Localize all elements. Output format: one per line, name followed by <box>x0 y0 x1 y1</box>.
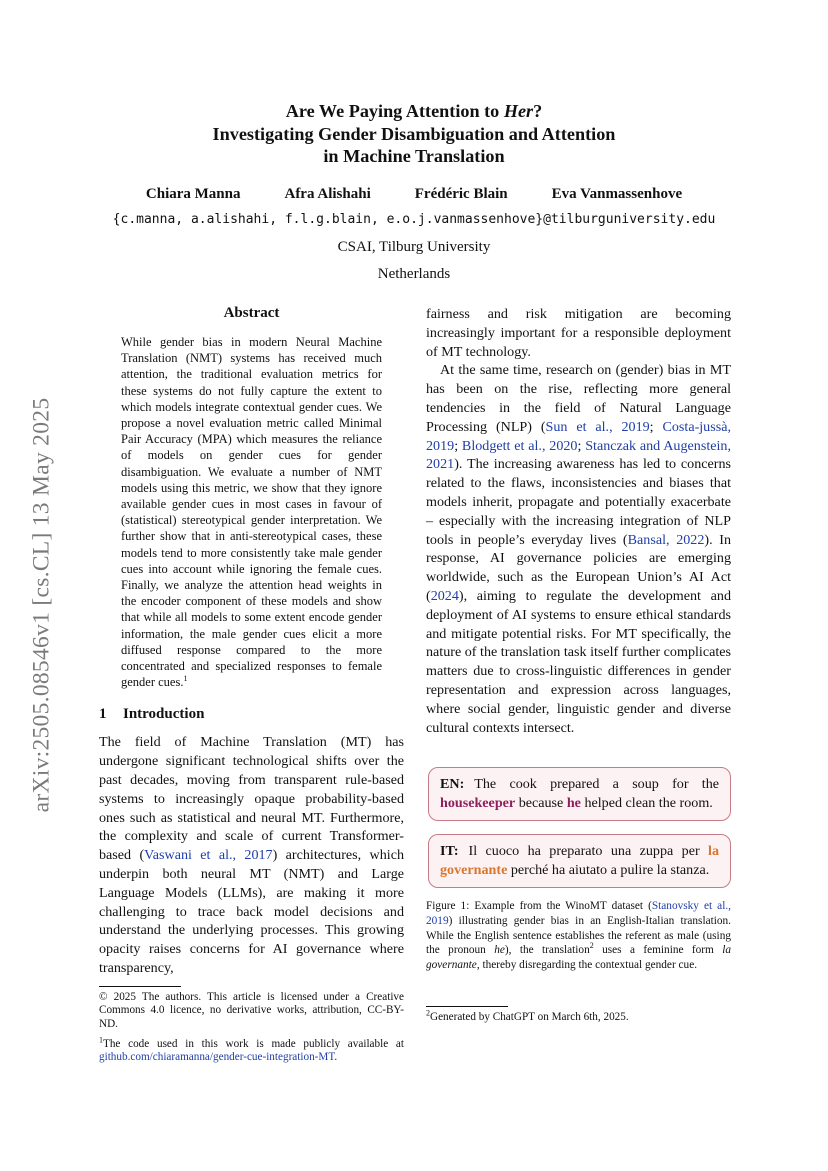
author-name: Eva Vanmassenhove <box>551 185 683 202</box>
footnote-divider <box>99 986 181 987</box>
title-emphasis: Her <box>503 101 534 121</box>
chatgpt-footnote <box>426 1008 731 1025</box>
title-line-1-end: ? <box>533 101 543 121</box>
intro-paragraph-1-continued: fairness and risk mitigation are becoming increasingly important for a responsible deployment of MT technology. <box>426 306 731 360</box>
paper-header <box>0 100 828 288</box>
footnote-marker: 1 <box>183 674 188 684</box>
author-list <box>0 186 828 203</box>
citation-link[interactable]: Costa-jussà, 2019 <box>426 418 731 454</box>
affiliation <box>0 234 828 288</box>
citation-link[interactable]: Sun et al., 2019 <box>545 418 650 435</box>
license-footnote: © 2025 The authors. This article is licensed under a Creative Commons 4.0 licence, no derivative works, attribution, CC-BY-ND. <box>99 990 404 1031</box>
text-run: ; <box>649 418 663 435</box>
author-name: Frédéric Blain <box>414 185 508 202</box>
intro-paragraph-1 <box>99 733 404 977</box>
citation-link[interactable]: Stanovsky et al., 2019 <box>426 900 731 927</box>
text-run: Generated by ChatGPT on March 6th, 2025. <box>430 1011 629 1024</box>
title-line-2: Investigating Gender Disambiguation and Attention <box>212 123 616 144</box>
citation-link[interactable]: Stanczak and Augenstein, 2021 <box>426 437 731 473</box>
text-run: The cook prepared a soup for the <box>474 776 719 793</box>
citation-link[interactable]: 2024 <box>430 587 459 604</box>
title-line-3: in Machine Translation <box>323 146 505 166</box>
text-run: ; <box>577 437 586 454</box>
section-heading-introduction <box>99 706 404 723</box>
text-run: ), aiming to regulate the development and deployment of AI systems to ensure ethical standards and mitigate potential risks. For MT specifically, the nature of the translation task itself further complicates matters due to cross-linguistic differences in gender representation and expression across languages, where social gender, linguistic gender and diverse cultural contexts intersect. <box>426 587 731 736</box>
text-run: ; <box>454 437 462 454</box>
footnote-marker: 1 <box>99 1034 103 1044</box>
citation-link[interactable]: Vaswani et al., 2017 <box>144 847 273 864</box>
text-run: Il cuoco ha preparato una zuppa per <box>468 843 709 860</box>
italic-term: la governante <box>426 944 732 971</box>
figure-caption <box>426 899 731 972</box>
author-emails: {c.manna, a.alishahi, f.l.g.blain, e.o.j.vanmassenhove}@tilburguniversity.edu <box>112 211 716 227</box>
left-column <box>99 305 404 1065</box>
text-run: The field of Machine Translation (MT) has undergone significant technological shifts over the past decades, moving from transparent rule-based systems to increasingly opaque probability-based ones such as statistical and neural MT. Furthermore, the complexity and scale of current Transformer-based ( <box>99 734 404 864</box>
section-number: 1 <box>99 706 107 723</box>
figure-example-it <box>428 834 731 888</box>
paper-title <box>0 100 828 168</box>
abstract-heading: Abstract <box>223 305 280 321</box>
language-tag-en: EN: <box>440 776 465 793</box>
footnote-divider <box>426 1006 508 1007</box>
italic-term: he <box>494 944 505 957</box>
text-run: ) illustrating gender bias in an English-Italian translation. While the English sentence establishes the referent as male (using the pronoun <box>426 914 731 957</box>
highlight-translation: la governante <box>440 843 719 879</box>
text-run: ). The increasing awareness has led to concerns related to the flaws, inconsistencies and biases that models inherit, propagate and potentially exacerbate – especially with the increasing integration of NLP tools in people’s everyday lives ( <box>426 456 731 548</box>
citation-link[interactable]: Blodgett et al., 2020 <box>461 437 578 454</box>
citation-link[interactable]: Bansal, 2022 <box>627 531 705 548</box>
text-run: helped clean the room. <box>580 795 713 812</box>
affiliation-country: Netherlands <box>377 265 451 282</box>
title-line-1-text: Are We Paying Attention to <box>285 101 504 121</box>
figure-example-en <box>428 767 731 821</box>
text-run: ), the translation <box>504 944 590 957</box>
language-tag-it: IT: <box>440 843 459 860</box>
footnote-marker: 2 <box>589 941 594 951</box>
text-run: Figure 1: Example from the WinoMT dataset ( <box>426 900 652 913</box>
abstract-text <box>121 334 382 690</box>
code-footnote <box>99 1034 404 1065</box>
text-run: , thereby disregarding the contextual gender cue. <box>476 958 698 971</box>
text-run: The code used in this work is made publicly available at <box>103 1037 404 1050</box>
text-run: perché ha aiutato a pulire la stanza. <box>507 862 710 879</box>
highlight-referent: housekeeper <box>440 795 516 812</box>
text-run: ) architectures, which underpin both neural MT (NMT) and Large Language Models (LLMs), are making it more challenging to trace back model decisions and understand the underlying processes. This growing opacity raises concerns for AI governance where transparency, <box>99 847 404 977</box>
author-name: Afra Alishahi <box>284 185 371 202</box>
text-run: At the same time, research on (gender) bias in MT has been on the rise, reflecting more general tendencies in the field of Natural Language Processing (NLP) ( <box>426 362 731 435</box>
text-run: ). In response, AI governance policies are emerging worldwide, such as the European Union’s AI Act ( <box>426 531 732 604</box>
right-column <box>426 305 731 1025</box>
github-link[interactable]: github.com/chiaramanna/gender-cue-integration-MT <box>99 1051 335 1064</box>
arxiv-stamp-text: arXiv:2505.08546v1 [cs.CL] 13 May 2025 <box>28 397 55 813</box>
text-run: uses a feminine form <box>593 944 723 957</box>
highlight-pronoun: he <box>566 795 581 812</box>
abstract-body: While gender bias in modern Neural Machine Translation (NMT) systems has received much attention, the traditional evaluation metrics for these systems do not fully capture the extent to which models integrate contextual gender cues. We propose a novel evaluation metric called Minimal Pair Accuracy (MPA) which measures the reliance of models on gender cues for gender disambiguation. We evaluate a number of NMT models using this metric, we show that they ignore available gender cues in most cases in favour of (statistical) stereotypical gender interpretation. We further show that in anti-stereotypical cases, these models tend to more consistently take male gender cues into account while ignoring the female cues. Finally, we analyze the attention head weights in the encoder component of these models and show that while all models to some extent encode gender information, the male gender cues elicit a more diffused response compared to the more concentrated and specialized responses to female gender cues. <box>121 335 382 690</box>
intro-paragraph-2 <box>426 361 731 737</box>
affiliation-institution: CSAI, Tilburg University <box>337 238 491 255</box>
text-run: because <box>515 795 567 812</box>
author-name: Chiara Manna <box>145 185 241 202</box>
footnote-marker: 2 <box>426 1008 430 1018</box>
title-line-1 <box>0 100 828 123</box>
arxiv-stamp <box>22 355 62 855</box>
text-run: . <box>334 1051 338 1064</box>
section-title: Introduction <box>123 706 205 723</box>
